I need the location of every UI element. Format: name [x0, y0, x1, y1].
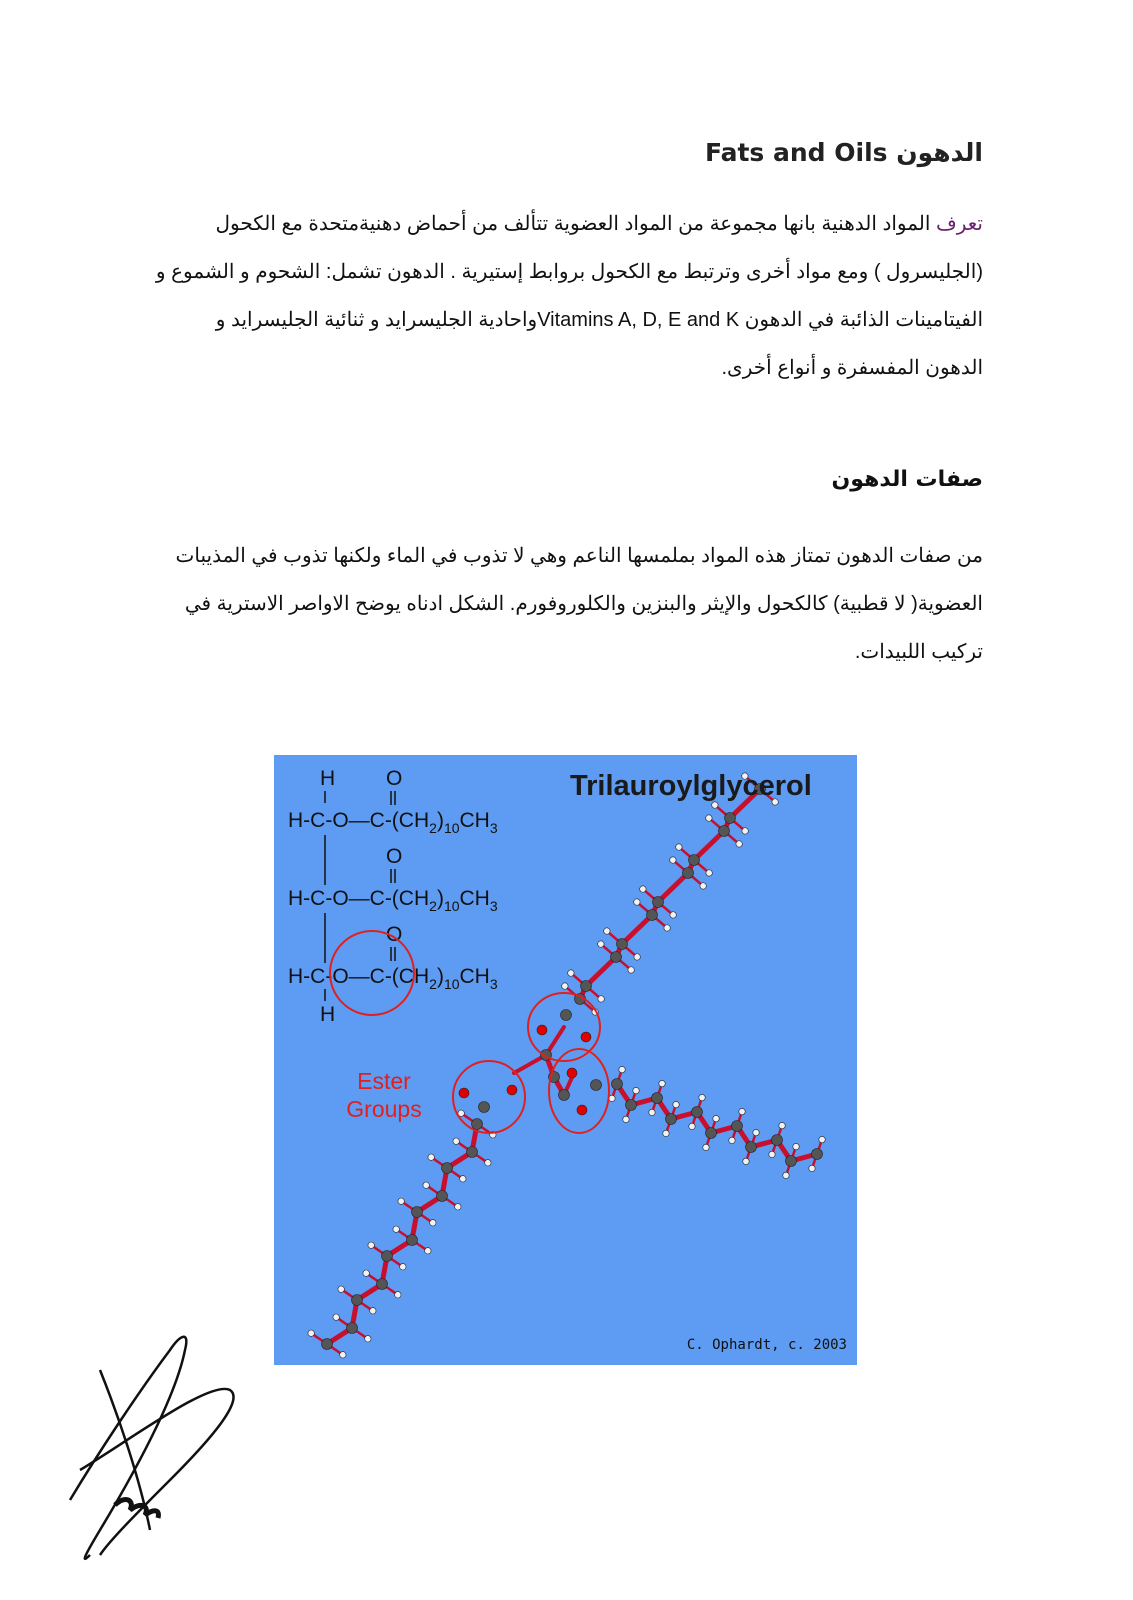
chain-right-hydrogen — [619, 1066, 625, 1072]
chain-right-carbon — [626, 1100, 637, 1111]
formula-h-bottom: H — [320, 1003, 336, 1026]
chain-top-hydrogen — [706, 870, 712, 876]
chain-right-hydrogen — [769, 1151, 775, 1157]
ester-oxygen — [459, 1088, 469, 1098]
chain-left-hydrogen — [398, 1198, 404, 1204]
chain-left-hydrogen — [338, 1286, 344, 1292]
chain-right-hydrogen — [699, 1094, 705, 1100]
chain-left-hydrogen — [395, 1292, 401, 1298]
chain-top-hydrogen — [706, 815, 712, 821]
chain-top-carbon — [725, 813, 736, 824]
formula-row-1: $H-C-O—C-(CH_2)_{10}CH_3$ — [288, 809, 498, 836]
chain-left-carbon — [347, 1323, 358, 1334]
chain-right-hydrogen — [703, 1144, 709, 1150]
ester-oxygen — [581, 1032, 591, 1042]
chain-top-hydrogen — [598, 996, 604, 1002]
formula-row-2: $H-C-O—C-(CH_2)_{10}CH_3$ — [288, 887, 498, 914]
chain-left-carbon — [382, 1251, 393, 1262]
ester-oxygen — [577, 1105, 587, 1115]
chain-right-carbon — [666, 1114, 677, 1125]
chain-left-carbon — [437, 1191, 448, 1202]
chain-left-hydrogen — [423, 1182, 429, 1188]
chain-left-hydrogen — [370, 1308, 376, 1314]
ester-carbon — [479, 1102, 490, 1113]
chain-left-hydrogen — [340, 1352, 346, 1358]
intro-line-3: الفيتامينات الذائبة في الدهون Vitamins A, D, E and Kواحادية الجليسرايد و ثنائية الجليسرايد و — [215, 309, 983, 331]
chain-left-carbon — [322, 1339, 333, 1350]
chain-top-hydrogen — [634, 899, 640, 905]
ester-groups-label — [344, 1067, 424, 1123]
chain-right-carbon — [652, 1093, 663, 1104]
page-title: الدهون Fats and Oils — [704, 138, 983, 167]
chain-top-hydrogen — [562, 983, 568, 989]
ester-carbon — [561, 1010, 572, 1021]
chain-top-hydrogen — [664, 925, 670, 931]
intro-line-4: الدهون المفسفرة و أنواع أخرى. — [721, 357, 983, 379]
chain-right-hydrogen — [663, 1130, 669, 1136]
ester-label-line-2: Groups — [346, 1096, 422, 1122]
intro-accent-word: تعرف — [936, 213, 983, 235]
formula-o-mid: O — [386, 845, 403, 868]
properties-line-3: تركيب اللبيدات. — [854, 641, 983, 663]
chain-top-hydrogen — [628, 967, 634, 973]
section-heading: صفات الدهون — [831, 467, 983, 492]
properties-line-1: من صفات الدهون تمتاز هذه المواد بملمسها الناعم وهي لا تذوب في الماء ولكنها تذوب في المذيبات — [175, 545, 983, 567]
chain-right-hydrogen — [783, 1172, 789, 1178]
chain-top-carbon — [617, 939, 628, 950]
chain-right-hydrogen — [779, 1122, 785, 1128]
structural-formula — [288, 767, 498, 1026]
ester-oxygen — [567, 1068, 577, 1078]
chain-right-hydrogen — [633, 1087, 639, 1093]
chain-right-hydrogen — [649, 1109, 655, 1115]
chain-top-carbon — [653, 897, 664, 908]
chain-top-carbon — [581, 981, 592, 992]
formula-o-bottom: O — [386, 923, 403, 946]
chain-right-carbon — [612, 1079, 623, 1090]
chain-left-carbon — [412, 1207, 423, 1218]
chain-right-hydrogen — [689, 1123, 695, 1129]
chain-left-hydrogen — [400, 1264, 406, 1270]
chain-left-hydrogen — [455, 1204, 461, 1210]
chain-left-hydrogen — [308, 1330, 314, 1336]
chain-left-carbon — [472, 1119, 483, 1130]
chain-left-hydrogen — [460, 1176, 466, 1182]
formula-h-top: H — [320, 767, 336, 790]
chain-left-hydrogen — [363, 1270, 369, 1276]
chain-left-hydrogen — [365, 1336, 371, 1342]
ester-circle-right — [549, 1049, 609, 1133]
chain-right-hydrogen — [809, 1165, 815, 1171]
ester-oxygen — [537, 1025, 547, 1035]
chain-top-hydrogen — [700, 883, 706, 889]
chain-left-hydrogen — [485, 1160, 491, 1166]
chain-right-hydrogen — [729, 1137, 735, 1143]
chain-right-hydrogen — [623, 1116, 629, 1122]
chain-left-hydrogen — [333, 1314, 339, 1320]
chain-right-hydrogen — [739, 1108, 745, 1114]
chain-top-carbon — [611, 952, 622, 963]
figure-credit: C. Ophardt, c. 2003 — [686, 1337, 847, 1353]
intro-line-1-text: المواد الدهنية بانها مجموعة من المواد العضوية تتألف من أحماض دهنيةمتحدة مع الكحول — [215, 213, 937, 235]
figure-title: Trilauroylglycerol — [570, 770, 812, 802]
chain-right-carbon — [732, 1121, 743, 1132]
chain-right-carbon — [692, 1107, 703, 1118]
chain-right-hydrogen — [819, 1136, 825, 1142]
handwritten-signature — [60, 1330, 260, 1570]
chain-left-hydrogen — [430, 1220, 436, 1226]
intro-paragraph — [143, 200, 983, 392]
chain-top-carbon — [683, 868, 694, 879]
glycerol-carbon — [559, 1090, 570, 1101]
triglyceride-figure — [274, 755, 857, 1365]
chain-top-bond — [658, 873, 688, 902]
ester-carbon — [591, 1080, 602, 1091]
chain-right-hydrogen — [673, 1101, 679, 1107]
chain-top-hydrogen — [736, 841, 742, 847]
chain-right-hydrogen — [713, 1115, 719, 1121]
chain-left-hydrogen — [425, 1248, 431, 1254]
chain-top-hydrogen — [742, 828, 748, 834]
chain-top-carbon — [689, 855, 700, 866]
ester-oxygen — [507, 1085, 517, 1095]
chain-right-carbon — [812, 1149, 823, 1160]
chain-right-hydrogen — [659, 1080, 665, 1086]
chain-top-bond — [622, 915, 652, 944]
chain-top-hydrogen — [670, 912, 676, 918]
chain-right-carbon — [706, 1128, 717, 1139]
chain-top-hydrogen — [670, 857, 676, 863]
chain-left-carbon — [467, 1147, 478, 1158]
chain-top-carbon — [719, 826, 730, 837]
chain-right-hydrogen — [753, 1129, 759, 1135]
properties-paragraph — [143, 532, 983, 676]
chain-left-hydrogen — [368, 1242, 374, 1248]
chain-top-hydrogen — [604, 928, 610, 934]
chain-left-hydrogen — [393, 1226, 399, 1232]
chain-top-hydrogen — [568, 970, 574, 976]
chain-right-hydrogen — [743, 1158, 749, 1164]
formula-row-3: $H-C-O—C-(CH_2)_{10}CH_3$ — [288, 965, 498, 992]
chain-right-carbon — [746, 1142, 757, 1153]
ester-label-line-1: Ester — [357, 1068, 411, 1094]
chain-top-bond — [586, 957, 616, 986]
chain-left-carbon — [377, 1279, 388, 1290]
chain-top-bond — [694, 831, 724, 860]
intro-line-1 — [143, 200, 983, 248]
formula-o-top: O — [386, 767, 403, 790]
chain-left-carbon — [352, 1295, 363, 1306]
chain-left-hydrogen — [428, 1154, 434, 1160]
chain-left-carbon — [407, 1235, 418, 1246]
chain-top-hydrogen — [598, 941, 604, 947]
chain-top-hydrogen — [676, 844, 682, 850]
molecule-diagram — [274, 755, 857, 1365]
intro-line-2: (الجليسرول ) ومع مواد أخرى وترتبط مع الكحول بروابط إستيرية . الدهون تشمل: الشحوم و الشموع و — [155, 261, 983, 283]
chain-top-hydrogen — [634, 954, 640, 960]
chain-top-hydrogen — [640, 886, 646, 892]
chain-left-carbon — [442, 1163, 453, 1174]
chain-right-carbon — [786, 1156, 797, 1167]
chain-left-hydrogen — [453, 1138, 459, 1144]
properties-line-2: العضوية( لا قطبية) كالكحول والإيثر والبنزين والكلوروفورم. الشكل ادناه يوضح الاواصر الاسترية في — [184, 593, 983, 615]
chain-top-carbon — [647, 910, 658, 921]
chain-right-hydrogen — [793, 1143, 799, 1149]
chain-right-carbon — [772, 1135, 783, 1146]
